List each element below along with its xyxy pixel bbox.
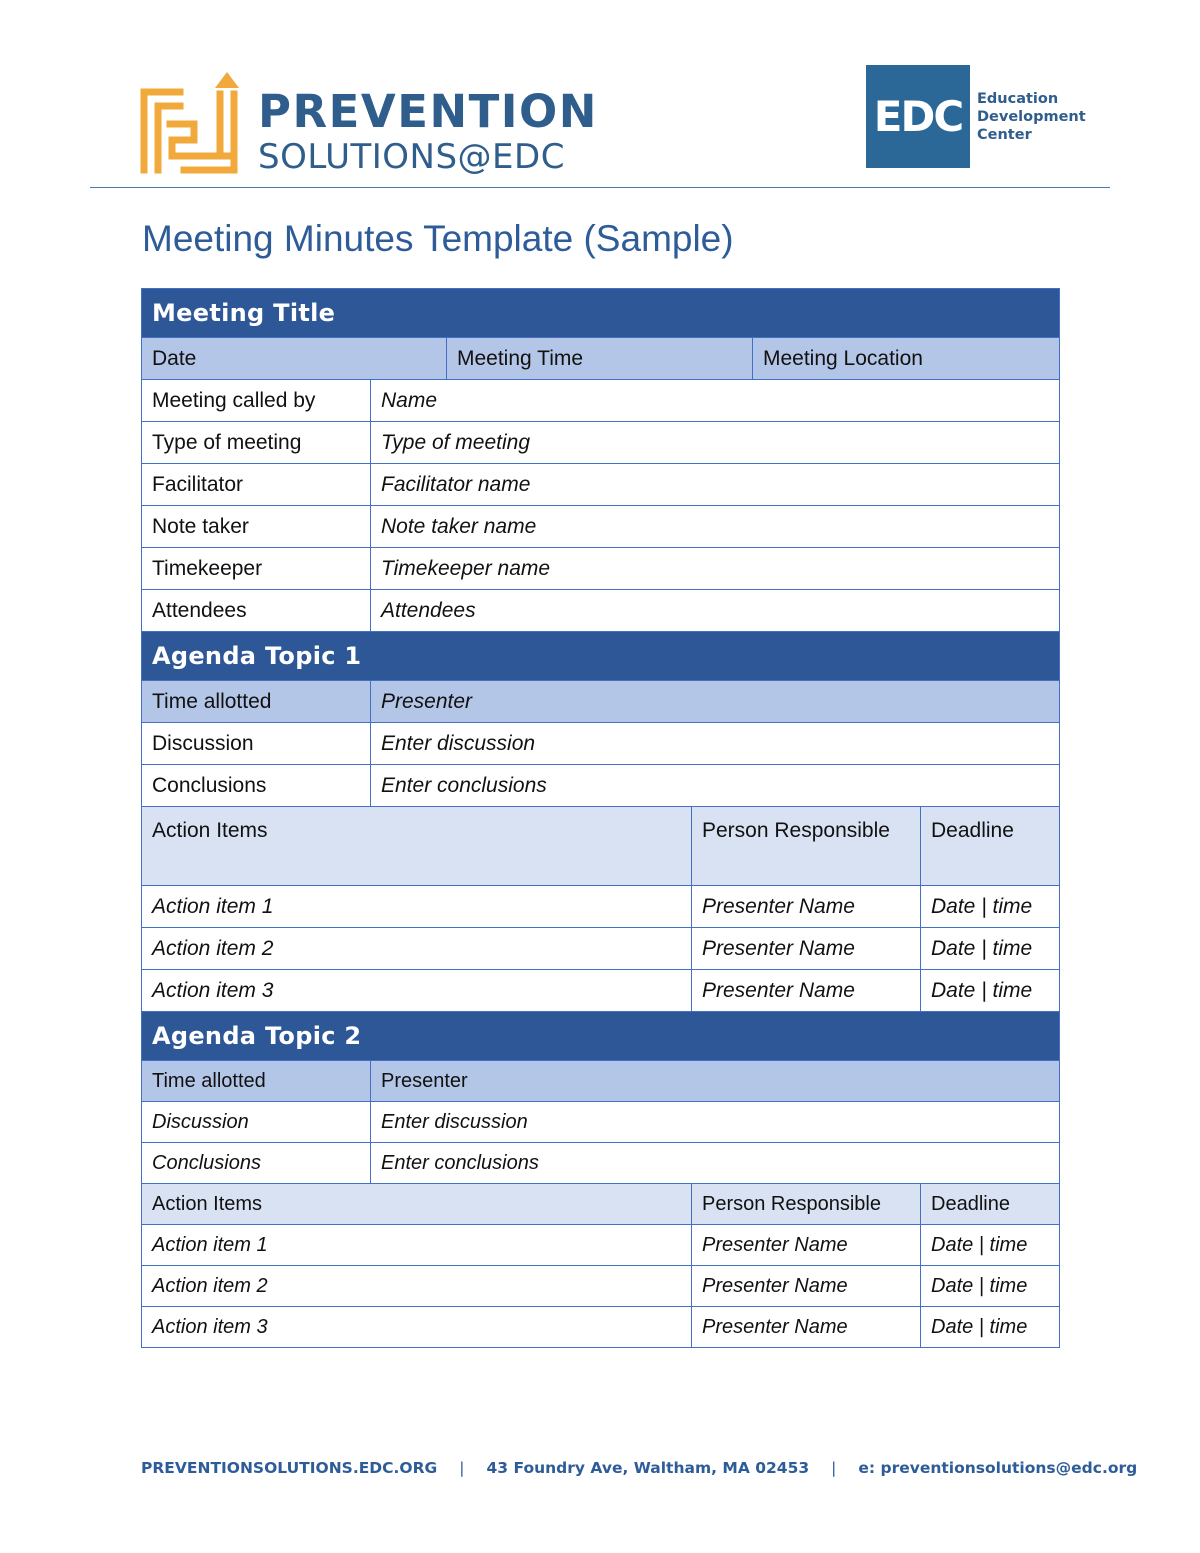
discussion-label: Discussion (142, 723, 371, 765)
row-label: Type of meeting (142, 422, 371, 464)
action-deadline[interactable]: Date | time (921, 1225, 1060, 1266)
action-item[interactable]: Action item 1 (142, 1225, 692, 1266)
row-value[interactable]: Type of meeting (371, 422, 1060, 464)
discussion-value[interactable]: Enter discussion (371, 723, 1060, 765)
discussion-value[interactable]: Enter discussion (371, 1102, 1060, 1143)
row-label: Note taker (142, 506, 371, 548)
table-row (142, 1143, 1060, 1184)
action-item[interactable]: Action item 2 (142, 928, 692, 970)
prevention-solutions-logo (140, 70, 598, 180)
footer-separator: | (459, 1459, 465, 1477)
table-row (142, 590, 1060, 632)
presenter-value[interactable]: Presenter (371, 1061, 1060, 1102)
action-person[interactable]: Presenter Name (692, 1266, 921, 1307)
action-deadline[interactable]: Date | time (921, 1307, 1060, 1348)
table-row (142, 548, 1060, 590)
footer-email-link[interactable]: e: preventionsolutions@edc.org (858, 1459, 1138, 1477)
conclusions-label: Conclusions (142, 1143, 371, 1184)
table-row (142, 506, 1060, 548)
edc-text-line3: Center (977, 127, 1032, 143)
row-label: Facilitator (142, 464, 371, 506)
table-row (142, 886, 1060, 928)
table-row (142, 970, 1060, 1012)
row-label: Attendees (142, 590, 371, 632)
conclusions-value[interactable]: Enter conclusions (371, 765, 1060, 807)
footer-separator: | (831, 1459, 837, 1477)
table-row (142, 380, 1060, 422)
action-item[interactable]: Action item 3 (142, 970, 692, 1012)
deadline-header: Deadline (921, 807, 1060, 886)
row-value[interactable]: Attendees (371, 590, 1060, 632)
action-items-header: Action Items (142, 1184, 692, 1225)
date-header: Date (142, 338, 447, 380)
logo-line-solutions: SOLUTIONS@EDC (258, 137, 565, 177)
edc-logo (866, 65, 1091, 168)
agenda-topic-1-header: Agenda Topic 1 (142, 632, 1060, 681)
table-row (142, 1266, 1060, 1307)
row-value[interactable]: Note taker name (371, 506, 1060, 548)
footer-address: 43 Foundry Ave, Waltham, MA 02453 (486, 1459, 810, 1477)
logo-line-prevention: PREVENTION (258, 85, 598, 138)
action-item[interactable]: Action item 1 (142, 886, 692, 928)
table-row (142, 723, 1060, 765)
table-row (142, 1307, 1060, 1348)
action-item[interactable]: Action item 2 (142, 1266, 692, 1307)
action-person[interactable]: Presenter Name (692, 1225, 921, 1266)
row-label: Timekeeper (142, 548, 371, 590)
action-items-header: Action Items (142, 807, 692, 886)
action-person[interactable]: Presenter Name (692, 886, 921, 928)
table-row (142, 765, 1060, 807)
page-title: Meeting Minutes Template (Sample) (142, 218, 734, 259)
conclusions-label: Conclusions (142, 765, 371, 807)
table-row (142, 1102, 1060, 1143)
header-divider (90, 187, 1110, 188)
row-value[interactable]: Name (371, 380, 1060, 422)
person-responsible-header: Person Responsible (692, 807, 921, 886)
action-person[interactable]: Presenter Name (692, 970, 921, 1012)
footer (141, 1459, 1138, 1477)
edc-logo-mark: EDC (866, 65, 970, 168)
action-deadline[interactable]: Date | time (921, 886, 1060, 928)
row-label: Meeting called by (142, 380, 371, 422)
conclusions-value[interactable]: Enter conclusions (371, 1143, 1060, 1184)
time-allotted-label: Time allotted (142, 681, 371, 723)
minutes-table (141, 288, 1060, 1348)
action-person[interactable]: Presenter Name (692, 1307, 921, 1348)
discussion-label: Discussion (142, 1102, 371, 1143)
person-responsible-header: Person Responsible (692, 1184, 921, 1225)
table-row (142, 422, 1060, 464)
meeting-time-header: Meeting Time (447, 338, 753, 380)
prevention-solutions-mark-icon (140, 70, 242, 174)
action-person[interactable]: Presenter Name (692, 928, 921, 970)
presenter-value[interactable]: Presenter (371, 681, 1060, 723)
deadline-header: Deadline (921, 1184, 1060, 1225)
meeting-title-header: Meeting Title (142, 289, 1060, 338)
table-row (142, 928, 1060, 970)
action-deadline[interactable]: Date | time (921, 970, 1060, 1012)
row-value[interactable]: Facilitator name (371, 464, 1060, 506)
footer-website-link[interactable]: PREVENTIONSOLUTIONS.EDC.ORG (141, 1459, 438, 1477)
row-value[interactable]: Timekeeper name (371, 548, 1060, 590)
edc-logo-text (977, 90, 1086, 144)
action-deadline[interactable]: Date | time (921, 1266, 1060, 1307)
time-allotted-label: Time allotted (142, 1061, 371, 1102)
action-deadline[interactable]: Date | time (921, 928, 1060, 970)
edc-text-line1: Education (977, 91, 1059, 107)
table-row (142, 464, 1060, 506)
meeting-location-header: Meeting Location (753, 338, 1060, 380)
agenda-topic-2-header: Agenda Topic 2 (142, 1012, 1060, 1061)
action-item[interactable]: Action item 3 (142, 1307, 692, 1348)
table-row (142, 1225, 1060, 1266)
edc-text-line2: Development (977, 109, 1086, 125)
